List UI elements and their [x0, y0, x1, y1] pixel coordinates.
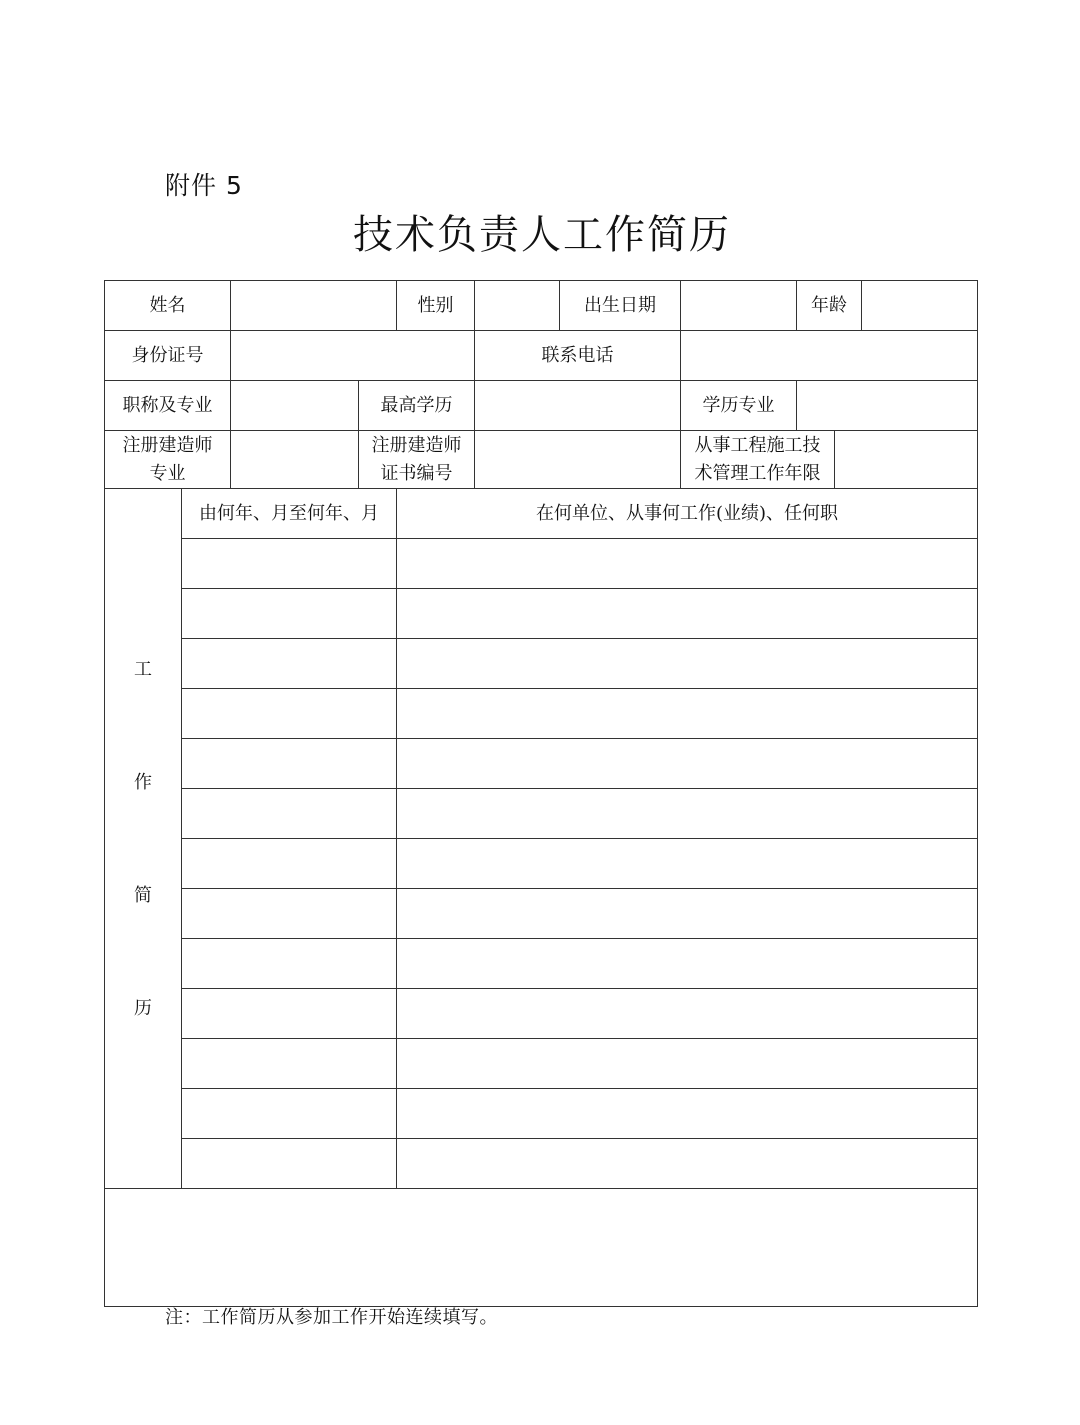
resume-period-cell[interactable] [182, 1139, 397, 1189]
id-number-field[interactable] [231, 331, 475, 381]
resume-row [105, 939, 978, 989]
id-number-label: 身份证号 [105, 331, 231, 381]
col-period-header: 由何年、月至何年、月 [182, 489, 397, 539]
reg-major-label-line2: 专业 [149, 462, 186, 484]
name-label: 姓名 [105, 281, 231, 331]
resume-form-table [104, 280, 978, 1307]
edu-major-label: 学历专业 [681, 381, 797, 431]
resume-side-label [105, 489, 182, 1189]
resume-period-cell[interactable] [182, 1089, 397, 1139]
resume-row [105, 639, 978, 689]
resume-header-row [105, 489, 978, 539]
col-detail-header: 在何单位、从事何工作(业绩)、任何职 [397, 489, 978, 539]
resume-period-cell[interactable] [182, 789, 397, 839]
resume-period-cell[interactable] [182, 839, 397, 889]
name-field[interactable] [231, 281, 397, 331]
reg-major-label [105, 431, 231, 489]
resume-row [105, 539, 978, 589]
reg-major-label-line1: 注册建造师 [122, 434, 213, 456]
cert-number-label-line2: 证书编号 [380, 462, 453, 484]
resume-detail-cell[interactable] [397, 1139, 978, 1189]
resume-row [105, 789, 978, 839]
remarks-field[interactable] [105, 1189, 978, 1307]
resume-side-char: 简 [134, 884, 152, 906]
cert-number-label [359, 431, 475, 489]
resume-period-cell[interactable] [182, 539, 397, 589]
age-field[interactable] [862, 281, 978, 331]
resume-row [105, 989, 978, 1039]
resume-detail-cell[interactable] [397, 939, 978, 989]
gender-field[interactable] [475, 281, 560, 331]
row-registration [105, 431, 978, 489]
reg-major-field[interactable] [231, 431, 359, 489]
work-years-label [681, 431, 835, 489]
age-label: 年龄 [797, 281, 862, 331]
resume-detail-cell[interactable] [397, 889, 978, 939]
row-basic-info [105, 281, 978, 331]
education-label: 最高学历 [359, 381, 475, 431]
resume-row [105, 589, 978, 639]
resume-detail-cell[interactable] [397, 1089, 978, 1139]
resume-detail-cell[interactable] [397, 589, 978, 639]
footer-note: 注：工作简历从参加工作开始连续填写。 [165, 1307, 498, 1328]
gender-label: 性别 [397, 281, 475, 331]
resume-detail-cell[interactable] [397, 1039, 978, 1089]
resume-row [105, 1039, 978, 1089]
row-education [105, 381, 978, 431]
resume-row [105, 1139, 978, 1189]
resume-period-cell[interactable] [182, 989, 397, 1039]
resume-period-cell[interactable] [182, 939, 397, 989]
resume-period-cell[interactable] [182, 889, 397, 939]
phone-field[interactable] [681, 331, 978, 381]
birth-date-label: 出生日期 [560, 281, 681, 331]
resume-detail-cell[interactable] [397, 989, 978, 1039]
resume-detail-cell[interactable] [397, 539, 978, 589]
page-title: 技术负责人工作简历 [353, 212, 731, 258]
work-years-label-line2: 术管理工作年限 [694, 462, 821, 484]
resume-detail-cell[interactable] [397, 639, 978, 689]
resume-side-char: 工 [134, 658, 152, 680]
work-years-label-line1: 从事工程施工技 [694, 434, 821, 456]
title-major-field[interactable] [231, 381, 359, 431]
resume-row [105, 689, 978, 739]
resume-detail-cell[interactable] [397, 789, 978, 839]
resume-side-char: 历 [134, 997, 152, 1019]
birth-date-field[interactable] [681, 281, 797, 331]
resume-detail-cell[interactable] [397, 839, 978, 889]
resume-period-cell[interactable] [182, 739, 397, 789]
resume-detail-cell[interactable] [397, 689, 978, 739]
resume-row [105, 739, 978, 789]
cert-number-label-line1: 注册建造师 [371, 434, 462, 456]
resume-side-char: 作 [134, 771, 152, 793]
title-major-label: 职称及专业 [105, 381, 231, 431]
remarks-row [105, 1189, 978, 1307]
resume-period-cell[interactable] [182, 639, 397, 689]
row-contact [105, 331, 978, 381]
resume-period-cell[interactable] [182, 689, 397, 739]
resume-row [105, 1089, 978, 1139]
education-field[interactable] [475, 381, 681, 431]
resume-period-cell[interactable] [182, 1039, 397, 1089]
resume-row [105, 889, 978, 939]
attachment-number: 附件 5 [165, 171, 243, 200]
cert-number-field[interactable] [475, 431, 681, 489]
resume-row [105, 839, 978, 889]
work-years-field[interactable] [835, 431, 978, 489]
resume-period-cell[interactable] [182, 589, 397, 639]
phone-label: 联系电话 [475, 331, 681, 381]
resume-detail-cell[interactable] [397, 739, 978, 789]
edu-major-field[interactable] [797, 381, 978, 431]
